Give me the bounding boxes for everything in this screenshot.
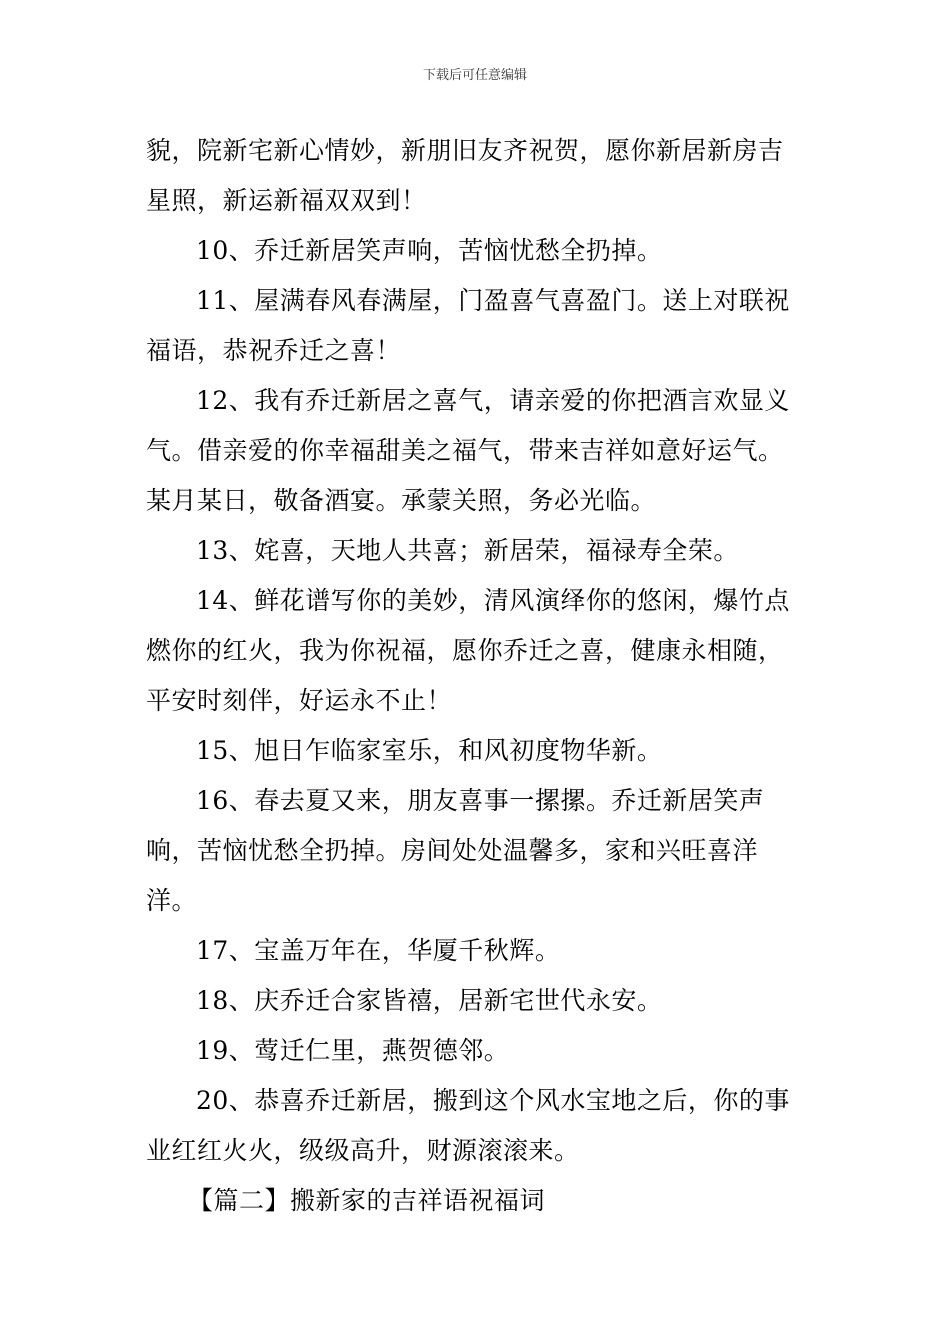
paragraph-item-16: 16、春去夏又来，朋友喜事一摞摞。乔迁新居笑声响，苦恼忧愁全扔掉。房间处处温馨多，家和兴旺喜洋洋。	[146, 786, 765, 915]
paragraph-item-19: 19、莺迁仁里，燕贺德邻。	[196, 1036, 510, 1065]
paragraph-item-14: 14、鲜花谱写你的美妙，清风演绎你的悠闲，爆竹点燃你的红火，我为你祝福，愿你乔迁之喜，健康永相随，平安时刻伴，好运永不止！	[146, 586, 790, 715]
paragraph-item-12: 12、我有乔迁新居之喜气，请亲爱的你把酒言欢显义气。借亲爱的你幸福甜美之福气，带来吉祥如意好运气。某月某日，敬备酒宴。承蒙关照，务必光临。	[146, 386, 790, 515]
paragraph-item-18: 18、庆乔迁合家皆禧，居新宅世代永安。	[196, 986, 663, 1015]
section-heading: 【篇二】搬新家的吉祥语祝福词	[188, 1186, 546, 1215]
paragraph-item-13: 13、姹喜，天地人共喜；新居荣，福禄寿全荣。	[196, 536, 739, 565]
paragraph-item-15: 15、旭日乍临家室乐，和风初度物华新。	[196, 736, 663, 765]
paragraph-item-11: 11、屋满春风春满屋，门盈喜气喜盈门。送上对联祝福语，恭祝乔迁之喜！	[146, 286, 790, 365]
paragraph-item-10: 10、乔迁新居笑声响，苦恼忧愁全扔掉。	[196, 236, 663, 265]
paragraph-continuation: 貌，院新宅新心情妙，新朋旧友齐祝贺，愿你新居新房吉星照，新运新福双双到！	[146, 136, 784, 215]
paragraph-item-20: 20、恭喜乔迁新居，搬到这个风水宝地之后，你的事业红红火火，级级高升，财源滚滚来。	[146, 1086, 790, 1165]
document-body	[146, 126, 806, 1226]
page-header: 下载后可任意编辑	[422, 68, 527, 83]
paragraph-item-17: 17、宝盖万年在，华厦千秋辉。	[196, 936, 561, 965]
